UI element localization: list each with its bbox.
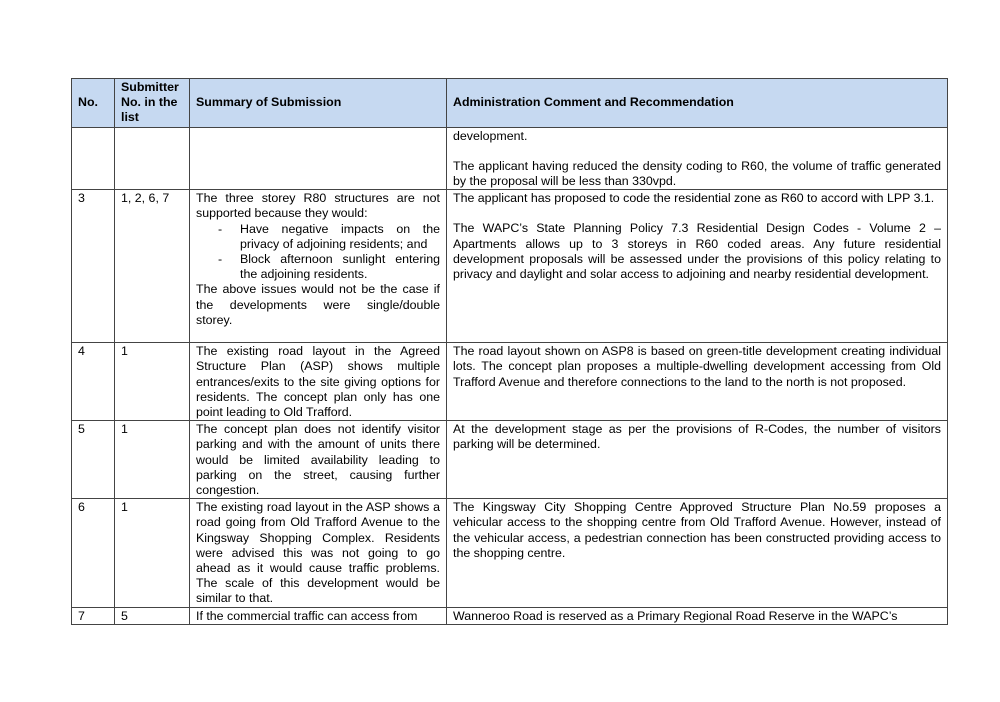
cell-submitter: 1 [115, 343, 190, 421]
table-row [72, 127, 948, 190]
summary-outro: The above issues would not be the case if the developments were single/double storey. [196, 282, 440, 327]
table-row [72, 607, 948, 624]
summary-intro: The three storey R80 structures are not supported because they would: [196, 191, 440, 221]
cell-submitter [115, 127, 190, 190]
cell-no: 4 [72, 343, 115, 421]
cell-summary: The concept plan does not identify visitor parking and with the amount of units there would be limited availability leading to parking on the street, causing further congestion. [190, 421, 447, 499]
admin-paragraph: development. [453, 128, 528, 143]
header-submitter: Submitter No. in the list [115, 79, 190, 128]
cell-no: 6 [72, 499, 115, 607]
admin-paragraph: The WAPC’s State Planning Policy 7.3 Residential Design Codes - Volume 2 – Apartments allows up to 3 storeys in R60 coded areas. Any future residential development proposals will be assessed under the provisions of this policy relating to privacy and daylight and solar access to adjoining and nearby residential development. [453, 221, 941, 282]
cell-no [72, 127, 115, 190]
cell-summary: If the commercial traffic can access from [190, 607, 447, 624]
admin-paragraph: The applicant having reduced the density coding to R60, the volume of traffic generated by the proposal will be less than 330vpd. [453, 158, 941, 189]
header-no: No. [72, 79, 115, 128]
header-summary: Summary of Submission [190, 79, 447, 128]
cell-admin: At the development stage as per the provisions of R-Codes, the number of visitors parking will be determined. [447, 421, 948, 499]
submissions-table [71, 78, 948, 625]
table-row [72, 190, 948, 343]
cell-admin: The Kingsway City Shopping Centre Approved Structure Plan No.59 proposes a vehicular access to the shopping centre from Old Trafford Avenue. However, instead of the vehicular access, a pedestrian connection has been constructed providing access to the shopping centre. [447, 499, 948, 607]
table-row [72, 343, 948, 421]
cell-summary: The existing road layout in the ASP shows a road going from Old Trafford Avenue to the Kingsway Shopping Complex. Residents were advised this was not going to go ahead as it would cause traffic problems. The scale of this development would be similar to that. [190, 499, 447, 607]
cell-admin [447, 127, 948, 190]
cell-submitter: 1 [115, 499, 190, 607]
cell-no: 5 [72, 421, 115, 499]
cell-summary [190, 127, 447, 190]
cell-no: 7 [72, 607, 115, 624]
cell-admin: The road layout shown on ASP8 is based on green-title development creating individual lots. The concept plan proposes a multiple-dwelling development accessing from Old Trafford Avenue and therefore connections to the land to the north is not proposed. [447, 343, 948, 421]
table-row [72, 421, 948, 499]
summary-list [196, 222, 440, 283]
admin-paragraph: The applicant has proposed to code the residential zone as R60 to accord with LPP 3.1. [453, 191, 935, 206]
list-item: - Block afternoon sunlight entering the adjoining residents. [240, 252, 440, 282]
cell-summary [190, 190, 447, 343]
list-item: - Have negative impacts on the privacy of adjoining residents; and [240, 222, 440, 252]
header-admin: Administration Comment and Recommendation [447, 79, 948, 128]
cell-submitter: 1, 2, 6, 7 [115, 190, 190, 343]
cell-admin: Wanneroo Road is reserved as a Primary Regional Road Reserve in the WAPC’s [447, 607, 948, 624]
header-row [72, 79, 948, 128]
cell-admin [447, 190, 948, 343]
table-row [72, 499, 948, 607]
cell-no: 3 [72, 190, 115, 343]
cell-submitter: 5 [115, 607, 190, 624]
cell-summary: The existing road layout in the Agreed Structure Plan (ASP) shows multiple entrances/exits to the site giving options for residents. The concept plan only has one point leading to Old Trafford. [190, 343, 447, 421]
cell-submitter: 1 [115, 421, 190, 499]
